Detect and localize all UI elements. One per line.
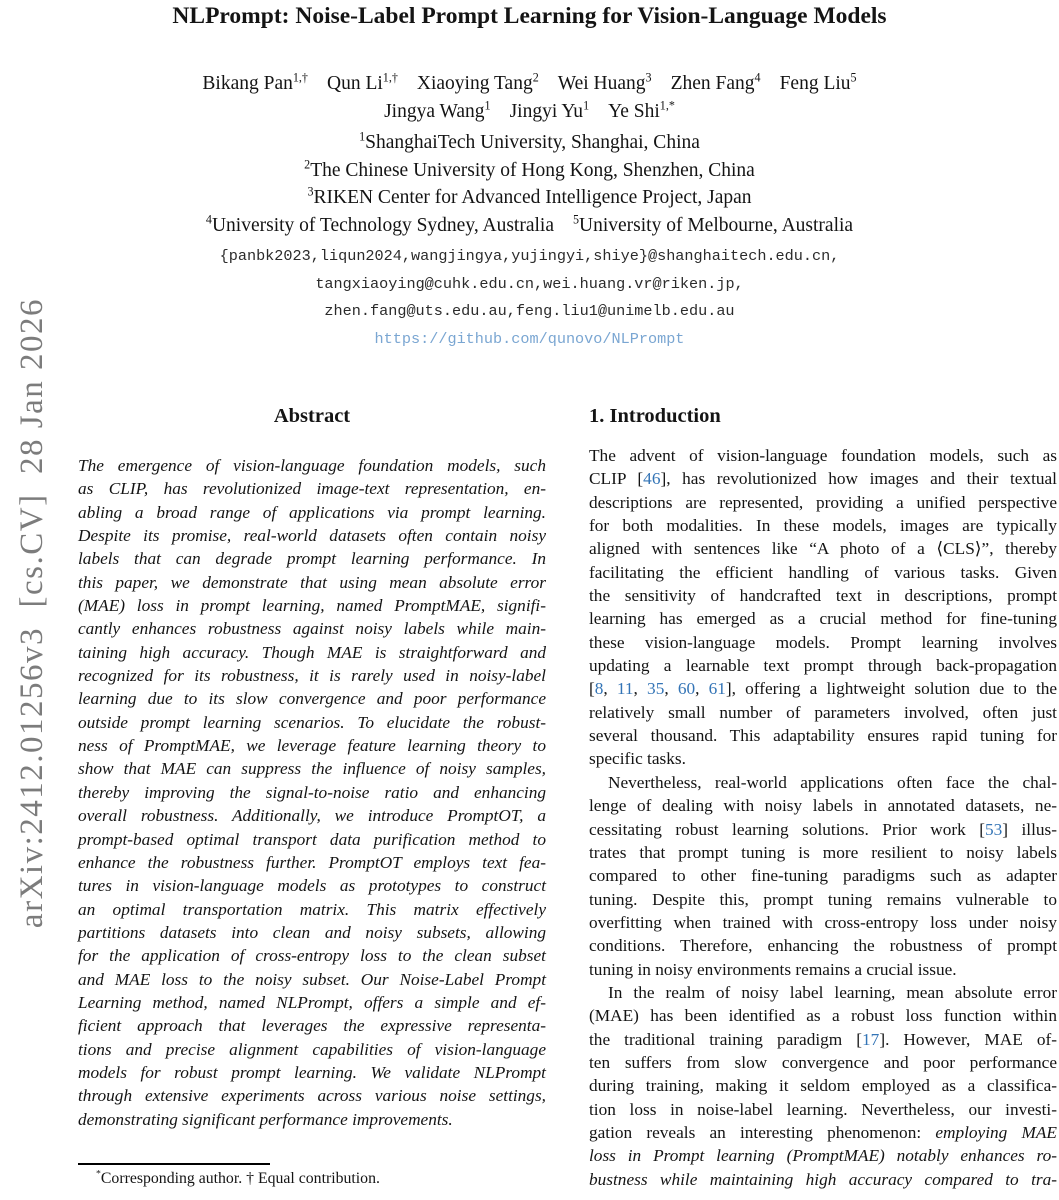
- text: ], offering a lightweight solution due to the: [725, 679, 1058, 699]
- introduction-body: [589, 444, 1057, 1191]
- text-line: compared to other fine-tuning paradigms such as adapter: [589, 866, 1057, 886]
- text-line: ten suffers from slow convergence and poor performance: [589, 1052, 1057, 1072]
- text-line: through extensive experiments across various noise settings,: [78, 1086, 546, 1106]
- text-line: outside prompt learning scenarios. To elucidate the robust-: [78, 712, 546, 732]
- superscript: 1: [484, 98, 491, 113]
- text-line: Nevertheless, real-world applications often face the chal-: [608, 772, 1057, 792]
- text-line: tuning. Despite this, prompt tuning remains vulnerable to: [589, 889, 1057, 909]
- text: ] illus-: [1002, 819, 1058, 839]
- text: RIKEN Center for Advanced Intelligence Project, Japan: [313, 187, 752, 208]
- text-line: tangxiaoying@cuhk.edu.cn,wei.huang.vr@riken.jp,: [315, 274, 744, 293]
- text-line: taining high accuracy. Though MAE is straightforward and: [78, 642, 546, 662]
- text-line: descriptions are represented, providing a unified perspective: [589, 492, 1057, 512]
- text-line: ficient approach that leverages the expressive representa-: [78, 1016, 546, 1036]
- italic-text: bustness while maintaining high accuracy compared to tra-: [589, 1169, 1057, 1189]
- text-line: as CLIP, has revolutionized image-text representation, en-: [78, 479, 546, 499]
- text-line: show that MAE can suppress the influence of noisy samples,: [78, 759, 546, 779]
- text: Jingya Wang: [384, 101, 485, 122]
- text-line: during training, making it seldom employed as a classifica-: [589, 1076, 1057, 1096]
- text-line: [0, 70, 1059, 98]
- superscript: 5: [572, 212, 580, 226]
- emails-block: [0, 243, 1059, 326]
- left-column: [78, 403, 546, 1131]
- text-line: overall robustness. Additionally, we introduce PromptOT, a: [78, 806, 546, 826]
- text-line: prompt-based optimal transport data purification method to: [78, 829, 546, 849]
- citation-link[interactable]: 17: [862, 1029, 880, 1049]
- footnote: [78, 1163, 546, 1189]
- introduction-heading: 1. Introduction: [589, 405, 721, 427]
- text-line: partitions datasets into clean and noisy subsets, allowing: [78, 922, 546, 942]
- text-line: The emergence of vision-language foundation models, such: [78, 456, 546, 475]
- citation-link[interactable]: 8: [594, 679, 604, 699]
- text-line: [0, 212, 1059, 240]
- text: ,: [603, 679, 617, 699]
- text: CLIP [: [589, 469, 644, 489]
- text-line: for both modalities. In these models, images are typically: [589, 516, 1057, 536]
- text-line: tions and precise alignment capabilities of vision-language: [78, 1039, 546, 1059]
- text: Qun Li: [326, 73, 383, 94]
- abstract-heading: Abstract: [273, 405, 351, 427]
- abstract-body: [78, 454, 546, 1131]
- text-line: learning has emerged as a crucial method for fine-tuning: [589, 609, 1057, 629]
- text-line: lenge of dealing with noisy labels in annotated datasets, ne-: [589, 796, 1057, 816]
- citation-link[interactable]: 35: [647, 679, 665, 699]
- repo-link-line: [0, 326, 1059, 353]
- arxiv-banner: arXiv:2412.01256v3 [cs.CV] 28 Jan 2026: [14, 297, 50, 929]
- text-line: updating a learnable text prompt through back-propagation: [589, 656, 1057, 676]
- text-line: [589, 677, 1057, 700]
- superscript: *: [96, 1168, 101, 1180]
- text-line: (MAE) has been identified as a robust loss function within: [589, 1006, 1057, 1026]
- text-line: facilitating the efficient handling of various tasks. Given: [589, 562, 1057, 582]
- text: Ye Shi: [608, 101, 660, 122]
- text: ,: [633, 679, 648, 699]
- text: Bikang Pan: [202, 73, 293, 94]
- superscript: 1,†: [382, 70, 398, 85]
- text-line: models for robust prompt learning. We validate NLPrompt: [78, 1062, 546, 1082]
- text-line: [589, 1028, 1057, 1051]
- text: [: [589, 679, 595, 699]
- text-line: tuning in noisy environments remains a crucial issue.: [589, 959, 957, 979]
- superscript: 1,*: [659, 98, 675, 113]
- text: Zhen Fang: [670, 73, 755, 94]
- text-line: {panbk2023,liqun2024,wangjingya,yujingyi,shiye}@shanghaitech.edu.cn,: [219, 247, 840, 265]
- text-line: thereby improving the signal-to-noise ratio and enhancing: [78, 782, 546, 802]
- text-line: [589, 1144, 1057, 1167]
- superscript: 1: [583, 98, 590, 113]
- text: The Chinese University of Hong Kong, Shenzhen, China: [310, 159, 755, 181]
- text-line: cantly enhances robustness against noisy labels while main-: [78, 619, 546, 639]
- text-line: [0, 184, 1059, 212]
- citation-link[interactable]: 60: [677, 679, 696, 699]
- superscript: 5: [850, 70, 857, 85]
- text-line: and MAE loss to the noisy subset. Our Noise-Label Prompt: [78, 969, 546, 989]
- repo-link[interactable]: https://github.com/qunovo/NLPrompt: [374, 330, 685, 348]
- superscript: 4: [205, 212, 212, 226]
- superscript: 2: [532, 70, 539, 85]
- text: Xiaoying Tang: [416, 73, 533, 94]
- text-line: [589, 467, 1057, 490]
- text-line: abling a broad range of applications via prompt learning.: [78, 502, 546, 522]
- text-line: several thousand. This adaptability ensures rapid tuning for: [589, 726, 1057, 746]
- text-line: [589, 1121, 1057, 1144]
- superscript: 1,†: [292, 70, 308, 85]
- text: ], has revolutionized how images and their textual: [660, 469, 1057, 489]
- text: Corresponding author. † Equal contribution.: [100, 1170, 380, 1187]
- text-line: ness of PromptMAE, we leverage feature learning theory to: [78, 736, 546, 756]
- text-line: [589, 1168, 1057, 1191]
- text-line: for the application of cross-entropy loss to the clean subset: [78, 946, 546, 966]
- text: the traditional training paradigm [: [589, 1029, 863, 1049]
- text-line: these vision-language models. Prompt learning involves: [589, 632, 1057, 652]
- text: Wei Huang: [557, 73, 646, 94]
- citation-link[interactable]: 61: [708, 679, 726, 699]
- citation-link[interactable]: 46: [643, 469, 661, 489]
- text: cessitating robust learning solutions. Prior work [: [589, 819, 985, 839]
- authors-block: [0, 70, 1059, 126]
- text: ,: [695, 679, 709, 699]
- citation-link[interactable]: 53: [985, 819, 1003, 839]
- footnote-rule: [78, 1163, 270, 1165]
- text: gation reveals an interesting phenomenon:: [589, 1122, 936, 1142]
- text-line: tures in vision-language models as prototypes to construct: [78, 876, 546, 896]
- text-line: Despite its promise, real-world datasets often contain noisy: [78, 526, 546, 546]
- text: ShanghaiTech University, Shanghai, China: [365, 132, 700, 153]
- text-line: [0, 98, 1059, 126]
- text-line: tion loss in noise-label learning. Nevertheless, our investi-: [589, 1099, 1057, 1119]
- citation-link[interactable]: 11: [616, 679, 634, 699]
- superscript: 2: [304, 157, 311, 171]
- text-line: enhance the robustness further. PromptOT employs text fea-: [78, 852, 546, 872]
- text: University of Technology Sydney, Australia: [211, 214, 554, 236]
- text: Jingyi Yu: [509, 101, 584, 122]
- text-line: Learning method, named NLPrompt, offers a simple and ef-: [78, 992, 546, 1012]
- text-line: conditions. Therefore, enhancing the robustness of prompt: [589, 936, 1057, 956]
- italic-text: employing MAE: [935, 1122, 1057, 1142]
- text-line: zhen.fang@uts.edu.au,feng.liu1@unimelb.edu.au: [324, 302, 735, 320]
- italic-text: loss in Prompt learning (PromptMAE) notably enhances ro-: [589, 1146, 1057, 1166]
- text-line: [589, 818, 1057, 841]
- superscript: 1: [359, 129, 366, 144]
- text-line: learning due to its slow convergence and poor performance: [78, 689, 546, 709]
- text-line: aligned with sentences like “A photo of a ⟨CLS⟩”, thereby: [589, 539, 1057, 559]
- text-line: specific tasks.: [589, 749, 686, 769]
- text: Feng Liu: [779, 73, 851, 94]
- text-line: [0, 129, 1059, 157]
- text-line: relatively small number of parameters involved, often just: [589, 702, 1057, 722]
- text-line: the sensitivity of handcrafted text in descriptions, prompt: [589, 586, 1057, 606]
- text-line: overfitting when trained with cross-entropy loss under noisy: [589, 912, 1057, 932]
- text-line: an optimal transportation matrix. This matrix effectively: [78, 899, 546, 919]
- text-line: recognized for its robustness, it is rarely used in noisy-label: [78, 666, 546, 686]
- text: University of Melbourne, Australia: [579, 214, 854, 236]
- right-column: [589, 403, 1057, 1191]
- text-line: The advent of vision-language foundation models, such as: [589, 446, 1057, 465]
- text-line: In the realm of noisy label learning, mean absolute error: [608, 982, 1057, 1002]
- superscript: 4: [754, 70, 761, 85]
- affiliations-block: [0, 129, 1059, 239]
- text-line: (MAE) loss in prompt learning, named PromptMAE, signifi-: [78, 596, 546, 616]
- text: ,: [664, 679, 678, 699]
- superscript: 3: [307, 184, 314, 199]
- text: ]. However, MAE of-: [879, 1029, 1057, 1049]
- superscript: 3: [645, 70, 652, 85]
- text-line: labels that can degrade prompt learning performance. In: [78, 549, 546, 569]
- footnote-text: [78, 1169, 546, 1189]
- text-line: [0, 157, 1059, 185]
- paper-title: NLPrompt: Noise-Label Prompt Learning for Vision-Language Models: [172, 3, 887, 29]
- text-line: demonstrating significant performance improvements.: [78, 1109, 453, 1129]
- text-line: this paper, we demonstrate that using mean absolute error: [78, 572, 546, 592]
- text-line: trates that prompt tuning is more resilient to noisy labels: [589, 842, 1057, 862]
